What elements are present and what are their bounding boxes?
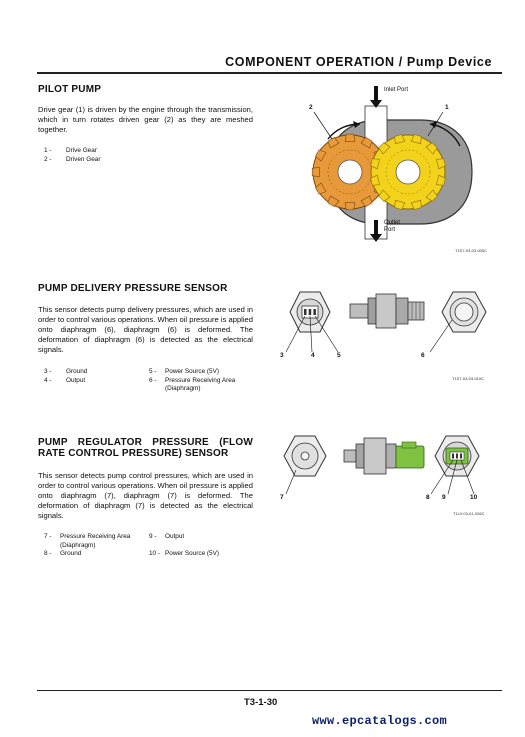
- regulator-sensor-title-line2: RATE CONTROL PRESSURE) SENSOR: [38, 448, 229, 459]
- figure-code: T1S7-03-03-005C: [455, 248, 488, 253]
- sensor-connector-end-view: [431, 436, 479, 494]
- regulator-sensor-list-right: [149, 533, 269, 559]
- drive-gear: [371, 135, 446, 210]
- callout-9: 9: [442, 494, 446, 501]
- callout-2: 2: [309, 104, 313, 111]
- list-item: 7 - Pressure Receiving Area: [44, 533, 131, 540]
- callout-8: 8: [426, 494, 430, 501]
- list-item: 6 - Pressure Receiving Area: [149, 376, 236, 384]
- inlet-port-label: Inlet Port: [384, 87, 409, 93]
- list-item: 3 - Ground: [44, 368, 88, 375]
- list-item: 2 - Driven Gear: [44, 155, 101, 163]
- delivery-sensor-list-right: [149, 368, 279, 394]
- pilot-pump-list: [44, 147, 164, 164]
- delivery-sensor-text: This sensor detects pump delivery pressures, which are used in order to control various operations. When oil pressure is applied onto diaphragm (6), diaphragm (6) is deformed. The deformation of diaphragm (6) is detected as the electrical signals.: [38, 305, 253, 354]
- footer-rule: [37, 690, 502, 691]
- list-item: 1 - Drive Gear: [44, 147, 97, 154]
- list-item: (Diaphragm): [165, 385, 201, 393]
- pilot-pump-title: PILOT PUMP: [38, 84, 102, 95]
- sensor-connector-end-view: [286, 292, 338, 352]
- gear-tooth: [345, 203, 355, 210]
- callout-3: 3: [280, 352, 284, 359]
- list-item: 10 - Power Source (5V): [149, 550, 219, 558]
- gear-tooth: [345, 134, 355, 141]
- callout-4: 4: [311, 352, 315, 359]
- delivery-sensor-list-left: [44, 368, 144, 385]
- sensor-diaphragm-end-view: [430, 292, 486, 352]
- sensor-side-view: [350, 294, 424, 328]
- pilot-pump-text: Drive gear (1) is driven by the engine through the transmission, which in turn rotates driven gear (2) as they are meshed together.: [38, 105, 253, 134]
- page-header-title: COMPONENT OPERATION / Pump Device: [225, 55, 492, 69]
- watermark: www.epcatalogs.com: [312, 714, 448, 728]
- sensor-side-view: [344, 438, 424, 474]
- header-rule: [37, 72, 502, 74]
- list-item: 5 - Power Source (5V): [149, 368, 219, 375]
- list-item: [149, 542, 269, 551]
- regulator-sensor-list-left: [44, 533, 154, 559]
- figure-code: T1LV-03-01-026C: [453, 511, 485, 516]
- callout-1: 1: [445, 104, 449, 111]
- callout-6: 6: [421, 352, 425, 359]
- list-item: 4 - Output: [44, 376, 86, 384]
- page-number: T3-1-30: [244, 697, 278, 708]
- list-item: (Diaphragm): [60, 541, 96, 549]
- list-item: 9 - Output: [149, 533, 185, 540]
- regulator-sensor-text: This sensor detects pump control pressures, which are used in order to control various operations. When oil pressure is applied onto diaphragm (7), diaphragm (7) is deformed. The deformation of diaphragm (7) is detected as the electrical signals.: [38, 471, 253, 520]
- delivery-sensor-title: PUMP DELIVERY PRESSURE SENSOR: [38, 283, 228, 294]
- regulator-sensor-title-line1: PUMP REGULATOR PRESSURE (FLOW: [38, 437, 253, 448]
- gear-tooth: [312, 167, 319, 177]
- sensor-diaphragm-end-view: [284, 436, 326, 494]
- inlet-arrow-icon: [370, 86, 382, 108]
- callout-7: 7: [280, 494, 284, 501]
- list-item: 8 - Ground: [44, 550, 82, 558]
- figure-code: T1S7-03-03-010C: [452, 376, 485, 381]
- callout-10: 10: [470, 494, 478, 501]
- green-connector: [396, 446, 424, 468]
- outlet-port-label: Outlet Port: [384, 220, 401, 233]
- callout-5: 5: [337, 352, 341, 359]
